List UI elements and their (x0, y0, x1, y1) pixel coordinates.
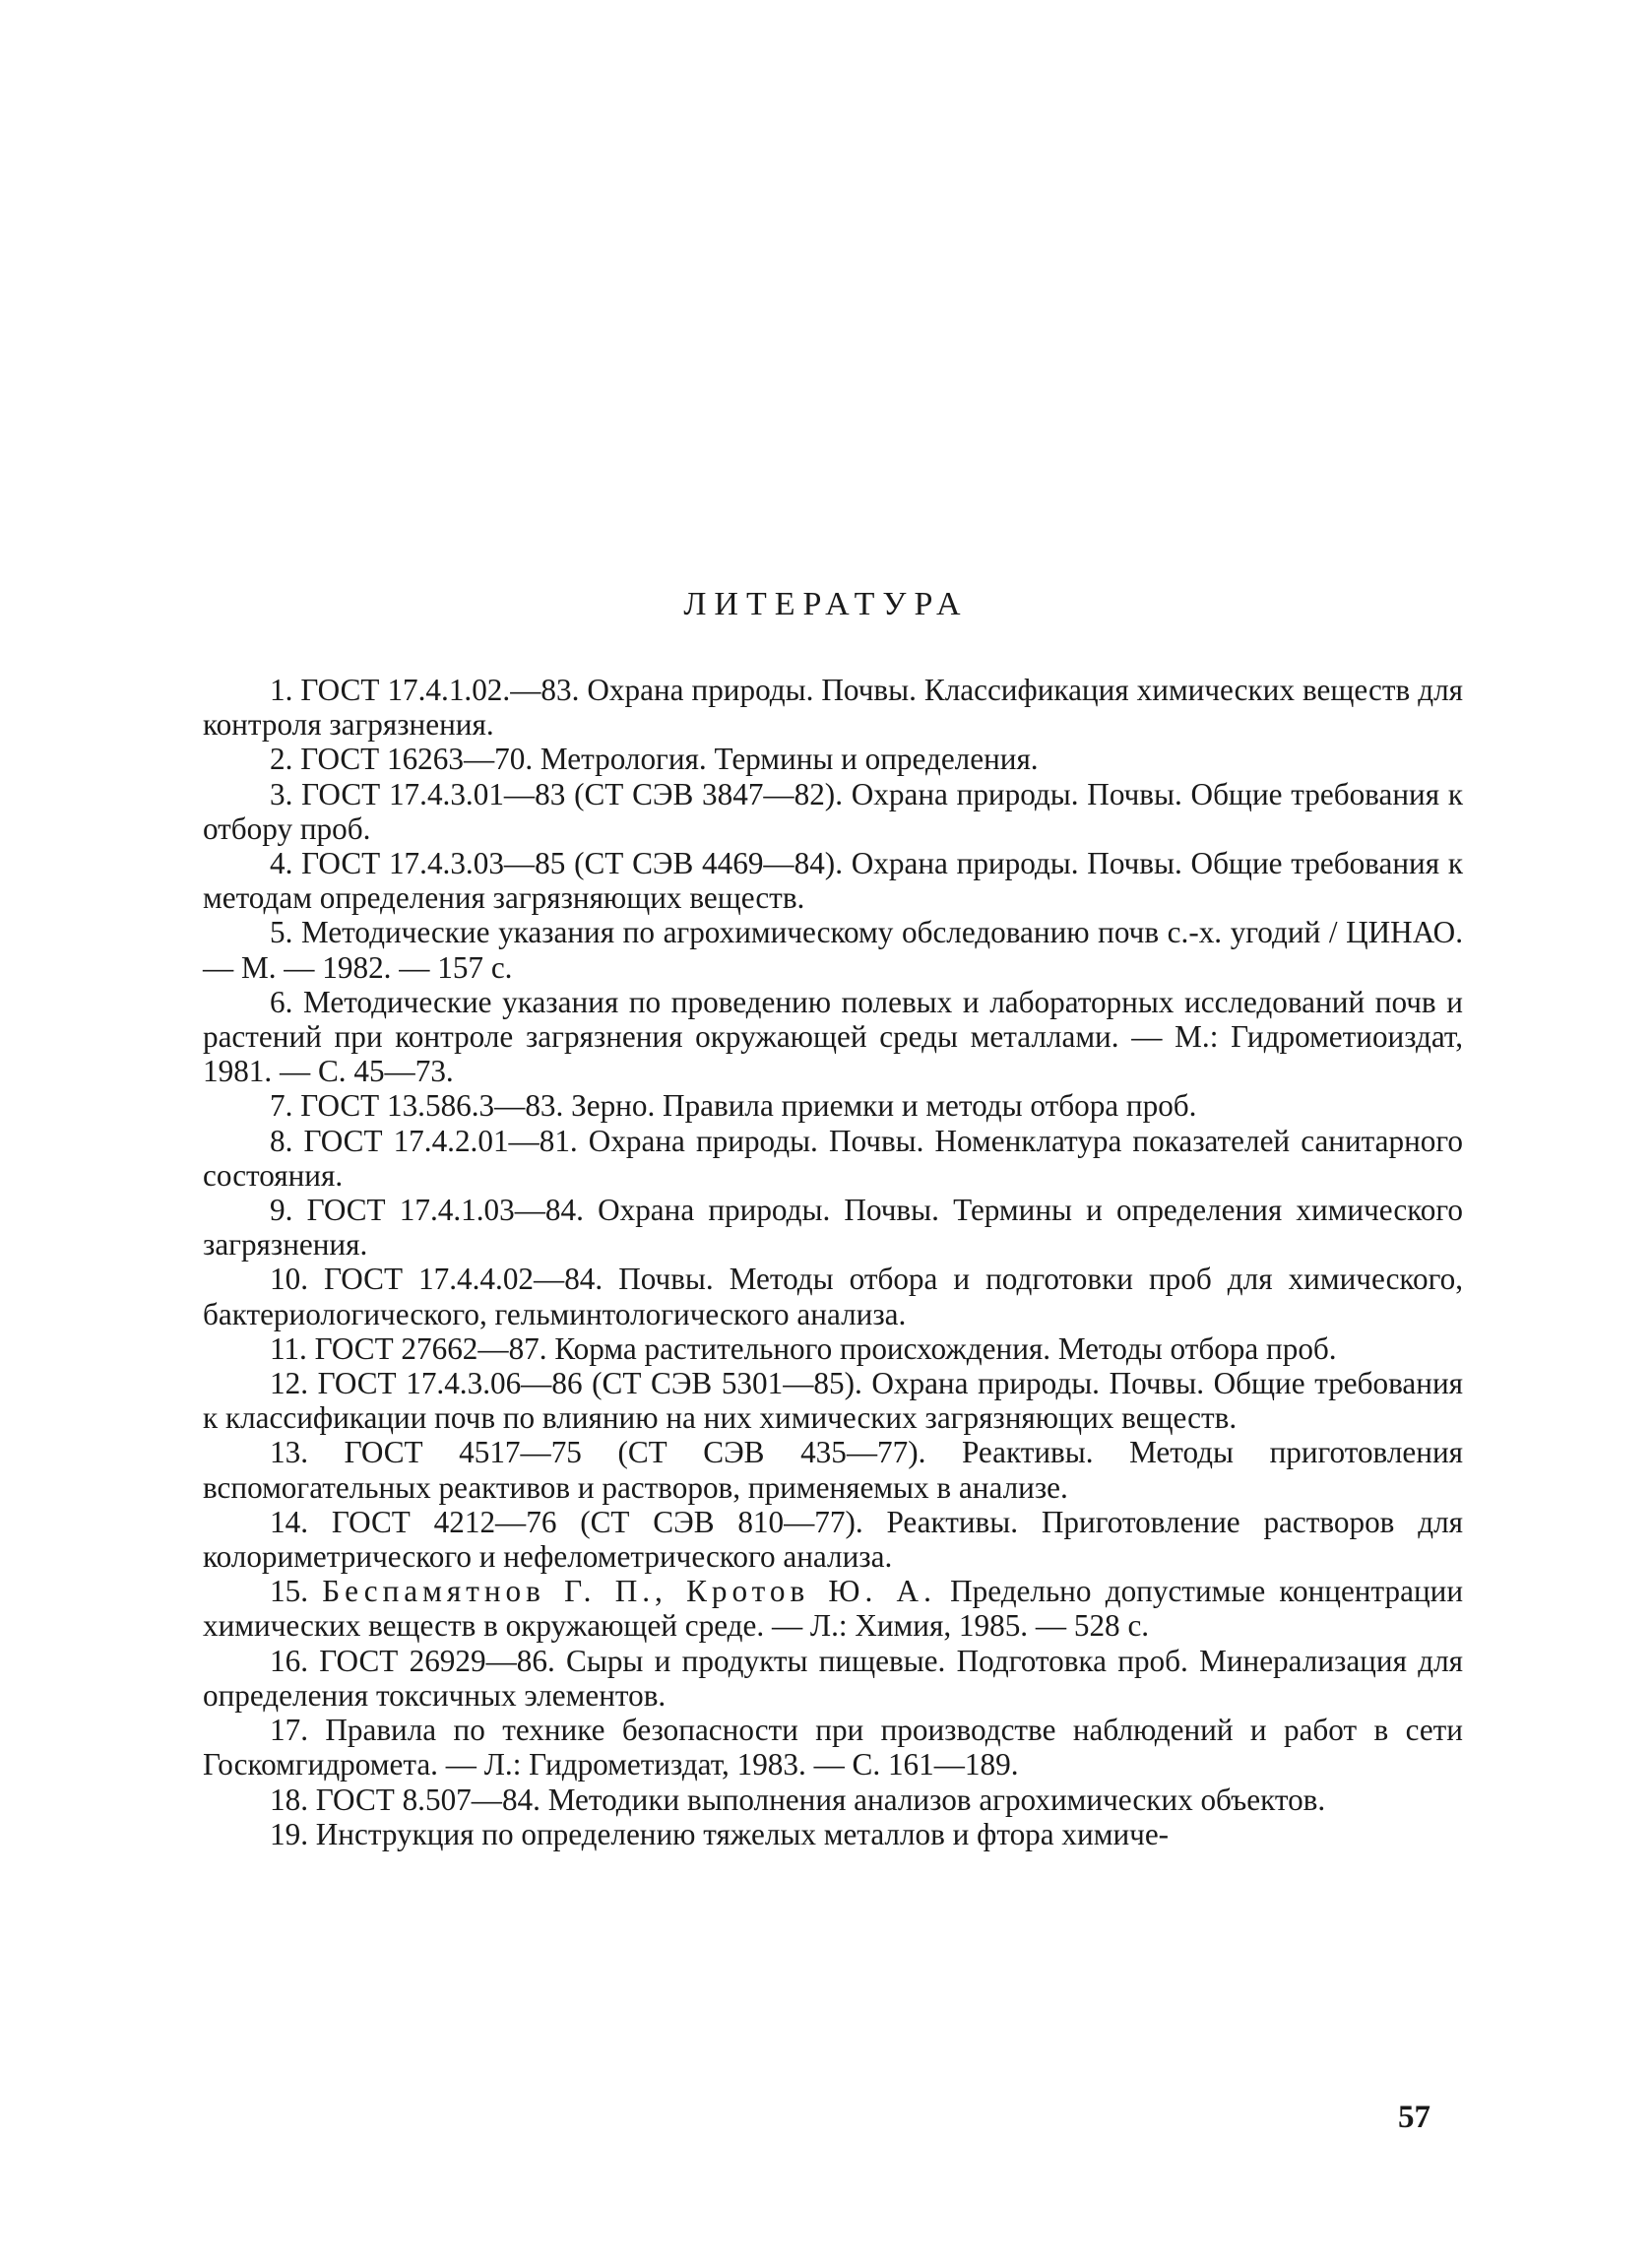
reference-item: 3. ГОСТ 17.4.3.01—83 (СТ СЭВ 3847—82). Охрана природы. Почвы. Общие требования к отбору проб. (203, 776, 1463, 846)
reference-item: 16. ГОСТ 26929—86. Сыры и продукты пищевые. Подготовка проб. Минерализация для определения токсичных элементов. (203, 1643, 1463, 1713)
page-number: 57 (1398, 2100, 1430, 2135)
reference-item: 6. Методические указания по проведению полевых и лабораторных исследований почв и растений при контроле загрязнения окружающей среды металлами. — М.: Гидрометиоиздат, 1981. — С. 45—73. (203, 984, 1463, 1089)
reference-item: 19. Инструкция по определению тяжелых металлов и фтора химиче- (270, 1816, 1170, 1851)
reference-item: 11. ГОСТ 27662—87. Корма растительного происхождения. Методы отбора проб. (270, 1330, 1337, 1366)
reference-item: 18. ГОСТ 8.507—84. Методики выполнения анализов агрохимических объектов. (270, 1782, 1326, 1817)
reference-item: 2. ГОСТ 16263—70. Метрология. Термины и определения. (270, 742, 1039, 777)
reference-item: 8. ГОСТ 17.4.2.01—81. Охрана природы. Почвы. Номенклатура показателей санитарного состояния. (203, 1123, 1463, 1193)
reference-text: Предельно допустимые концентрации химических веществ в окружающей среде. — Л.: Химия, 1985. — 528 с. (203, 1574, 1464, 1644)
reference-item: 1. ГОСТ 17.4.1.02.—83. Охрана природы. Почвы. Классификация химических веществ для контроля загрязнения. (203, 673, 1463, 743)
reference-item: 4. ГОСТ 17.4.3.03—85 (СТ СЭВ 4469—84). Охрана природы. Почвы. Общие требования к методам определения загрязняющих веществ. (203, 846, 1463, 916)
reference-item: 7. ГОСТ 13.586.3—83. Зерно. Правила приемки и методы отбора проб. (270, 1088, 1197, 1124)
reference-item: 9. ГОСТ 17.4.1.03—84. Охрана природы. Почвы. Термины и определения химического загрязнения. (203, 1193, 1463, 1263)
reference-item: 12. ГОСТ 17.4.3.06—86 (СТ СЭВ 5301—85). Охрана природы. Почвы. Общие требования к классификации почв по влиянию на них химических загрязняющих веществ. (203, 1366, 1463, 1436)
reference-item: 14. ГОСТ 4212—76 (СТ СЭВ 810—77). Реактивы. Приготовление растворов для колориметрического и нефелометрического анализа. (203, 1504, 1463, 1575)
reference-item: 10. ГОСТ 17.4.4.02—84. Почвы. Методы отбора и подготовки проб для химического, бактериологического, гельминтологического анализа. (203, 1262, 1463, 1331)
reference-item (203, 1574, 1463, 1643)
reference-item: 5. Методические указания по агрохимическому обследованию почв с.-х. угодий / ЦИНАО. — М. — 1982. — 157 с. (203, 915, 1463, 985)
page-title: ЛИТЕРАТУРА (683, 586, 969, 622)
reference-authors: Беспамятнов Г. П., Кротов Ю. А. (322, 1574, 936, 1609)
reference-item: 17. Правила по технике безопасности при производстве наблюдений и работ в сети Госкомгидромета. — Л.: Гидрометиздат, 1983. — С. 161—189. (203, 1713, 1463, 1782)
reference-item: 13. ГОСТ 4517—75 (СТ СЭВ 435—77). Реактивы. Методы приготовления вспомогательных реактивов и растворов, применяемых в анализе. (203, 1435, 1463, 1505)
reference-number: 15. (270, 1574, 308, 1609)
reference-list (203, 673, 1463, 1851)
